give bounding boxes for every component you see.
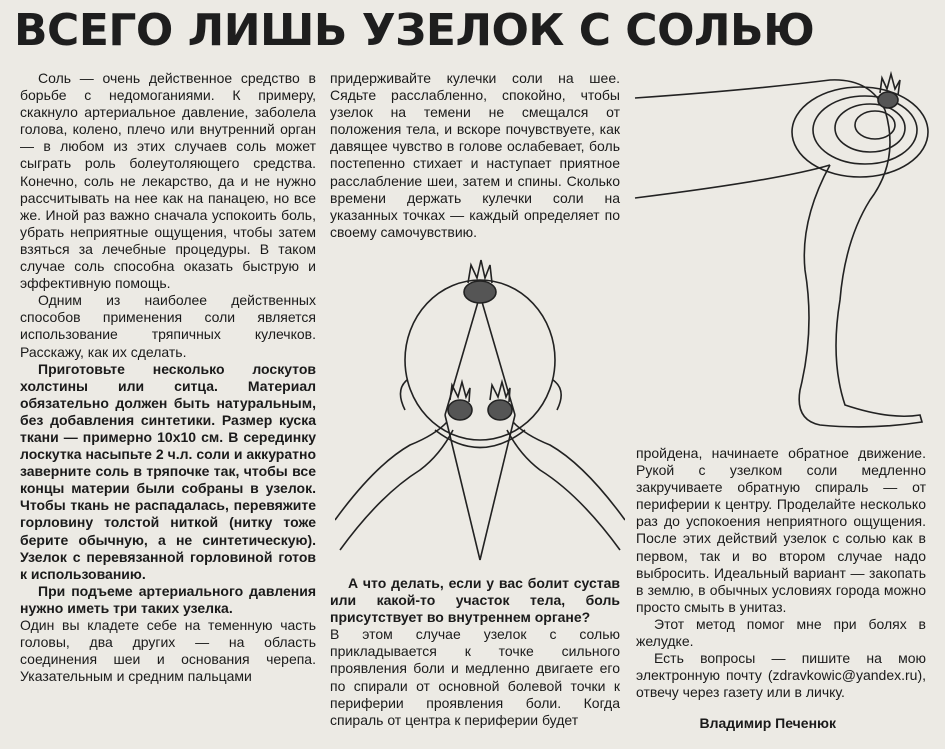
column-middle-top <box>330 70 620 241</box>
paragraph: При подъеме артериального давления нужно иметь три таких узелка. <box>20 582 316 616</box>
paragraph: Соль — очень действенное средство в борьбе с недомоганиями. К примеру, скакнуло артериальное давление, заболела голова, колено, плечо или внутренний орган — в любом из этих случаев соль может сыграть роль болеутоляющего средства. Конечно, соль не лекарство, да и не нужно рассчитывать на нее как на панацею, но все же. Иной раз важно сначала успокоить боль, убрать неприятные ощущения, чтобы затем взяться за лечебные процедуры. В таком случае соль способна оказать быструю и эффективную помощь. <box>20 70 316 292</box>
paragraph: Этот метод помог мне при болях в желудке. <box>636 615 926 650</box>
leg-illustration <box>630 70 930 440</box>
paragraph: придерживайте кулечки соли на шее. Сядьте расслабленно, спокойно, чтобы узелок на темени не смещался от положения тела, и вскоре почувствуете, как давящее чувство в голове ослабевает, боль постепенно стихает и наступает приятное расслабление шеи, затем и спины. Сколько времени держать кулечки соли на указанных точках — каждый определяет по своему самочувствию. <box>330 70 620 240</box>
paragraph: Приготовьте несколько лоскутов холстины или ситца. Материал обязательно должен быть натуральным, без добавления синтетики. Размер куска ткани — примерно 10х10 см. В серединку лоскутка насыпьте 2 ч.л. соли и аккуратно заверните соль в тряпочке так, чтобы все концы материи были собраны в узелок. Чтобы ткань не распадалась, перевяжите горловину толстой ниткой (нитку тоже берите обычную, а не синтетическую). Узелок с перевязанной горловиной готов к использованию. <box>20 360 316 582</box>
paragraph: Есть вопросы — пишите на мою электронную почту (zdravkowic@yandex.ru), отвечу через газету или в личку. <box>636 650 926 701</box>
column-right <box>636 445 926 701</box>
column-left <box>20 70 316 685</box>
column-middle-bottom <box>330 575 620 729</box>
paragraph: В этом случае узелок с солью прикладывается к точке сильного проявления боли и медленно двигаете его по спирали от основной болевой точки к периферии проявления боли. Когда спираль от центра к периферии будет <box>330 626 620 728</box>
paragraph: пройдена, начинаете обратное движение. Рукой с узелком соли медленно закручиваете обратную спираль — от периферии к центру. Проделайте несколько раз до успокоения неприятного ощущения. После этих действий узелок с солью как в первом, так и во втором случае надо выбросить. Идеальный вариант — закопать в землю, в обычных условиях города можно просто смыть в унитаз. <box>636 445 926 615</box>
head-illustration <box>335 250 625 575</box>
paragraph: Один вы кладете себе на теменную часть головы, два других — на область соединения шеи и основания черепа. Указательным и средним пальцами <box>20 617 316 685</box>
paragraph: Одним из наиболее действенных способов применения соли является использование тряпичных кулечков. Расскажу, как их сделать. <box>20 292 316 360</box>
headline: ВСЕГО ЛИШЬ УЗЕЛОК С СОЛЬЮ <box>14 5 815 56</box>
paragraph: А что делать, если у вас болит сустав или какой-то участок тела, боль присутствует во внутреннем органе? <box>330 575 620 626</box>
author-signature: Владимир Печенюк <box>699 715 836 731</box>
